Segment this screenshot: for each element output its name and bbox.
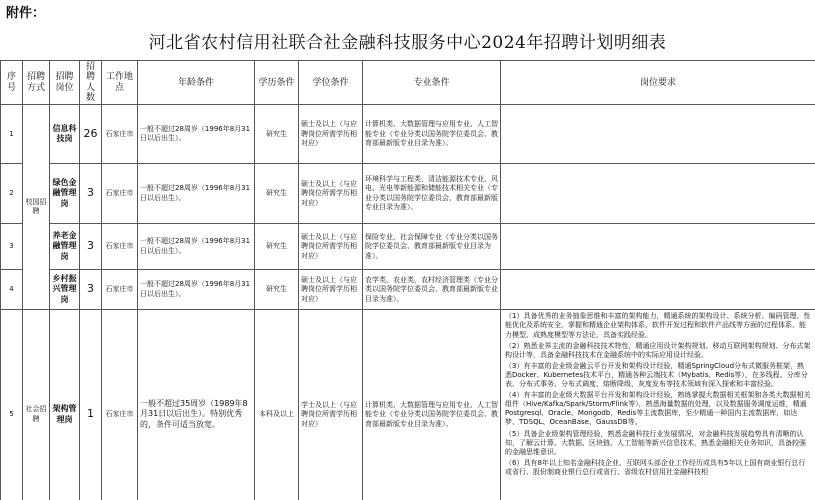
row-edu: 研究生 <box>255 270 299 310</box>
row-post: 架构管理岗 <box>50 310 80 500</box>
row-location: 石家庄市 <box>102 164 138 224</box>
row-degree: 学士及以上（与应聘岗位所需学历相对应） <box>299 310 363 500</box>
row-post-req <box>501 310 815 500</box>
row-major: 环境科学与工程类，清洁能源技术专业，风电、光电等新能源和储能技术相关专业（专业分类以国务院学位委员会、教育部最新版专业目录为准）。 <box>363 164 501 224</box>
row-age: 一般不超过28周岁（1996年8月31日以后出生）。 <box>138 164 255 224</box>
row-location: 石家庄市 <box>102 224 138 270</box>
row-location: 石家庄市 <box>102 310 138 500</box>
row-post: 信息科技岗 <box>50 105 80 164</box>
row-count: 26 <box>80 105 102 164</box>
row-location: 石家庄市 <box>102 270 138 310</box>
header-mode: 招聘方式 <box>23 61 50 105</box>
row-post: 绿色金融管理岗 <box>50 164 80 224</box>
row-age: 一般不超过28周岁（1996年8月31日以后出生）。 <box>138 224 255 270</box>
row-age: 一般不超过28周岁（1996年8月31日以后出生）。 <box>138 270 255 310</box>
row-degree: 硕士及以上（与应聘岗位所需学历相对应） <box>299 270 363 310</box>
row-seq: 4 <box>1 270 23 310</box>
table-row <box>1 224 815 270</box>
attachment-label: 附件： <box>6 6 46 21</box>
row-post: 乡村振兴管理岗 <box>50 270 80 310</box>
document-title: 河北省农村信用社联合社金融科技服务中心2024年招聘计划明细表 <box>148 33 667 53</box>
row-seq: 3 <box>1 224 23 270</box>
header-post: 招聘岗位 <box>50 61 80 105</box>
table-row <box>1 164 815 224</box>
row-degree: 硕士及以上（与应聘岗位所需学历相对应） <box>299 164 363 224</box>
header-edu: 学历条件 <box>255 61 299 105</box>
row-post-req <box>501 270 815 310</box>
row-major: 保险专业，社会保障专业（专业分类以国务院学位委员会、教育部最新版专业目录为准）。 <box>363 224 501 270</box>
header-age: 年龄条件 <box>138 61 255 105</box>
header-post-req: 岗位要求 <box>501 61 815 105</box>
row-count: 3 <box>80 224 102 270</box>
row-degree: 硕士及以上（与应聘岗位所需学历相对应） <box>299 105 363 164</box>
row-major: 计算机类、大数据管理与应用专业、人工智能专业（专业分类以国务院学位委员会、教育部最新版专业目录为准）。 <box>363 310 501 500</box>
requirement-item: （6）具有8年以上知名金融科技企业、互联网头部企业工作经历或具有5年以上国有商业银行总行或省行、股份制商业银行总行或省行、省级农村信用社金融科技相 <box>505 458 806 476</box>
mode-social: 社会招聘 <box>23 310 50 500</box>
table-row <box>1 310 815 500</box>
header-degree: 学位条件 <box>299 61 363 105</box>
row-count: 3 <box>80 270 102 310</box>
row-seq: 2 <box>1 164 23 224</box>
row-degree: 硕士及以上（与应聘岗位所需学历相对应） <box>299 224 363 270</box>
row-post-req <box>501 105 815 164</box>
row-edu: 研究生 <box>255 105 299 164</box>
header-major: 专业条件 <box>363 61 501 105</box>
row-edu: 研究生 <box>255 224 299 270</box>
row-post-req <box>501 164 815 224</box>
requirement-item: （3）有丰富的企业级金融云平台开发和架构设计经验，精通SpringCloud分布式微服务框架，熟悉Docker、Kubernetes技术平台，精通各种云端技术（Mybatis、Redis等），在多线程、分库分表、分布式事务、分布式调度、熔断降级、灰度发布等技术领域有深入探索和丰富经验。 <box>505 361 808 389</box>
header-row <box>1 61 815 105</box>
header-seq: 序号 <box>1 61 23 105</box>
requirement-item: （1）具备优秀的业务抽象思维和丰富的架构能力，精通系统的架构设计、系统分析、编码管理、性能优化及系统安全。掌握和精通企业架构体系、软件开发过程和软件产品线等方面的过程体系、能力模型、成熟度模型等方法论，具备实践经验。 <box>505 312 811 339</box>
row-count: 1 <box>80 310 102 500</box>
row-edu: 本科及以上 <box>255 310 299 500</box>
header-count: 招聘人数 <box>80 61 102 105</box>
row-count: 3 <box>80 164 102 224</box>
table-row <box>1 105 815 164</box>
row-seq: 1 <box>1 105 23 164</box>
row-post: 养老金融管理岗 <box>50 224 80 270</box>
row-location: 石家庄市 <box>102 105 138 164</box>
row-edu: 研究生 <box>255 164 299 224</box>
row-seq: 5 <box>1 310 23 500</box>
requirement-item: （2）熟悉业界主流的金融科技技术特性，精通应用设计架构规划、移动互联网架构规划、分布式架构设计等，具备金融科技技术在金融系统中的实际应用设计经验。 <box>505 341 811 359</box>
table-row <box>1 270 815 310</box>
recruitment-table <box>0 60 815 500</box>
requirement-item: （4）有丰富的企业级大数据平台开发和架构设计经验，熟练掌握大数据相关框架和各类大数据相关组件（Hive/Kafka/Spark/Storm/Flink等），熟悉海量数据的处理，以及数据服务调度运维，精通Postgresql、Oracle、Mongodb、Redis等主流数据库，至少精通一种国内主流数据库，如达梦、TDSQL、OceanBase、GaussDB等。 <box>505 391 811 427</box>
row-major: 农学类，农业类，农村经济管理类（专业分类以国务院学位委员会、教育部最新版专业目录为准）。 <box>363 270 501 310</box>
row-age: 一般不超过28周岁（1996年8月31日以后出生）。 <box>138 105 255 164</box>
requirement-item: （5）具备企业级架构管理经验，熟悉金融科技行业发展情况，对金融科技发展趋势具有清晰的认知，了解云计算、大数据、区块链、人工智能等新兴信息技术，熟悉金融相关业务知识，具备较强的金融思维意识。 <box>505 429 806 456</box>
row-post-req <box>501 224 815 270</box>
row-age: 一般不超过35周岁（1989年8月31日以后出生）。特别优秀的，条件可适当放宽。 <box>138 310 255 500</box>
mode-campus: 校园招聘 <box>23 105 50 310</box>
row-major: 计算机类、大数据管理与应用专业、人工智能专业（专业分类以国务院学位委员会、教育部最新版专业目录为准）。 <box>363 105 501 164</box>
header-location: 工作地点 <box>102 61 138 105</box>
